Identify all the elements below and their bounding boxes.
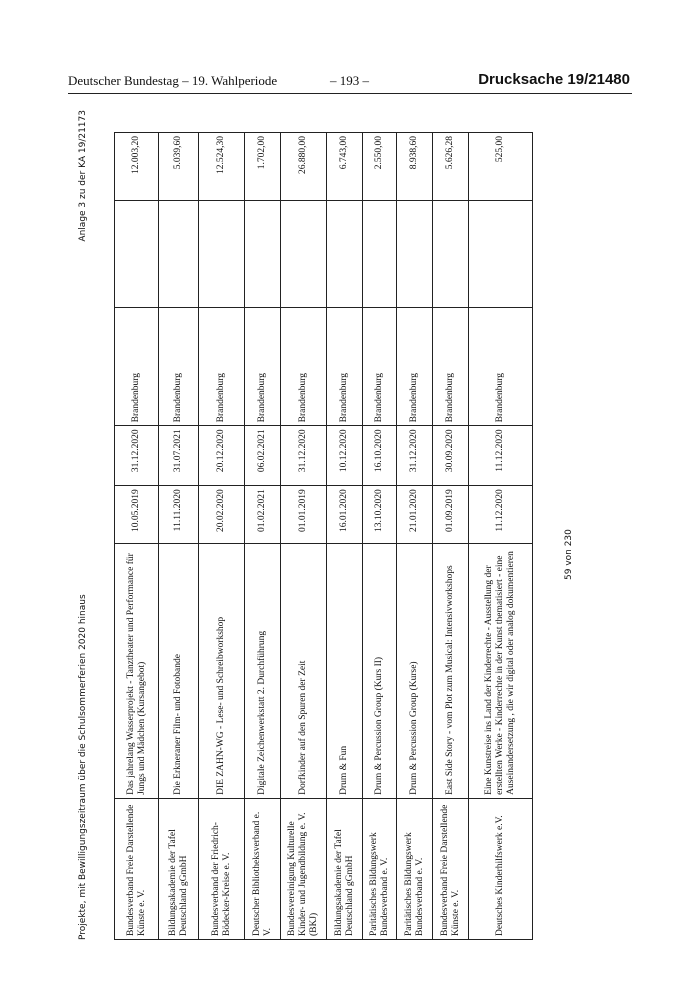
table-row <box>469 133 533 940</box>
cell-empty <box>469 201 533 308</box>
cell-empty <box>433 201 469 308</box>
table-row <box>281 133 327 940</box>
cell-start: 11.11.2020 <box>159 486 199 544</box>
cell-land: Brandenburg <box>159 307 199 426</box>
cell-land: Brandenburg <box>363 307 397 426</box>
rotated-annex-page <box>78 110 598 940</box>
cell-amount: 6.743,00 <box>327 133 363 201</box>
cell-start: 16.01.2020 <box>327 486 363 544</box>
cell-start: 21.01.2020 <box>397 486 433 544</box>
cell-org: Bildungsakademie der Tafel Deutschland gGmbH <box>159 798 199 939</box>
table-row <box>433 133 469 940</box>
header-rule <box>68 93 632 94</box>
header-publication: Deutscher Bundestag – 19. Wahlperiode <box>68 73 278 88</box>
cell-empty <box>245 201 281 308</box>
cell-end: 20.12.2020 <box>199 426 245 486</box>
cell-org: Bundesvereinigung Kulturelle Kinder- und Jugendbildung e. V. (BKJ) <box>281 798 327 939</box>
cell-start: 13.10.2020 <box>363 486 397 544</box>
cell-end: 31.12.2020 <box>281 426 327 486</box>
cell-empty <box>159 201 199 308</box>
cell-land: Brandenburg <box>245 307 281 426</box>
cell-land: Brandenburg <box>115 307 159 426</box>
cell-start: 10.05.2019 <box>115 486 159 544</box>
cell-amount: 12.524,30 <box>199 133 245 201</box>
cell-end: 31.12.2020 <box>397 426 433 486</box>
header-drucksache <box>478 71 630 88</box>
header-page-number: – 193 – <box>330 73 369 88</box>
drucksache-number: 21480 <box>588 71 630 88</box>
cell-end: 31.07.2021 <box>159 426 199 486</box>
cell-land: Brandenburg <box>199 307 245 426</box>
cell-empty <box>327 201 363 308</box>
annex-page-number: 59 von 230 <box>564 529 574 580</box>
cell-amount: 2.550,00 <box>363 133 397 201</box>
cell-empty <box>115 201 159 308</box>
cell-end: 30.09.2020 <box>433 426 469 486</box>
cell-amount: 26.880,00 <box>281 133 327 201</box>
cell-start: 11.12.2020 <box>469 486 533 544</box>
cell-end: 31.12.2020 <box>115 426 159 486</box>
projects-table <box>114 132 533 940</box>
cell-amount: 12.003,20 <box>115 133 159 201</box>
cell-project: Drum & Fun <box>327 544 363 799</box>
table-row <box>199 133 245 940</box>
cell-end: 11.12.2020 <box>469 426 533 486</box>
table-row <box>363 133 397 940</box>
cell-project: DIE ZAHN-WG - Lese- und Schreibworkshop <box>199 544 245 799</box>
cell-start: 01.09.2019 <box>433 486 469 544</box>
cell-land: Brandenburg <box>397 307 433 426</box>
cell-project: Die Erkneraner Film- und Fotobande <box>159 544 199 799</box>
cell-org: Bildungsakademie der Tafel Deutschland gGmbH <box>327 798 363 939</box>
cell-empty <box>363 201 397 308</box>
cell-start: 20.02.2020 <box>199 486 245 544</box>
cell-start: 01.01.2019 <box>281 486 327 544</box>
cell-amount: 5.626,28 <box>433 133 469 201</box>
table-row <box>397 133 433 940</box>
cell-org: Deutsches Kinderhilfswerk e.V. <box>469 798 533 939</box>
cell-end: 10.12.2020 <box>327 426 363 486</box>
cell-empty <box>281 201 327 308</box>
cell-org: Bundesverband Freie Darstellende Künste e. V. <box>433 798 469 939</box>
cell-org: Paritätisches Bildungswerk Bundesverband e. V. <box>363 798 397 939</box>
cell-project: Das jahrelang Wasserprojekt - Tanztheater und Performance für Jungs und Mädchen (Kursangebot) <box>115 544 159 799</box>
cell-land: Brandenburg <box>327 307 363 426</box>
table-row <box>115 133 159 940</box>
cell-amount: 5.039,60 <box>159 133 199 201</box>
cell-org: Bundesverband Freie Darstellende Künste e. V. <box>115 798 159 939</box>
cell-org: Paritätisches Bildungswerk Bundesverband e. V. <box>397 798 433 939</box>
annex-reference: Anlage 3 zu der KA 19/21173 <box>78 110 88 242</box>
cell-project: Drum & Percussion Group (Kurse) <box>397 544 433 799</box>
cell-project: Eine Kunstreise ins Land der Kinderrechte - Ausstellung der erstellten Werke - Kinderrechte in der Kunst thematisiert - eine Auseinandersetzung , die wir digital oder analog dokumentieren <box>469 544 533 799</box>
cell-project: Digitale Zeichenwerkstatt 2. Durchführung <box>245 544 281 799</box>
annex-title: Projekte, mit Bewilligungszeitraum über die Schulsommerferien 2020 hinaus <box>78 594 88 940</box>
cell-empty <box>199 201 245 308</box>
cell-project: East Side Story - vom Plot zum Musical: Intensivworkshops <box>433 544 469 799</box>
table-row <box>245 133 281 940</box>
cell-org: Bundesverband der Friedrich-Bödecker-Kreise e. V. <box>199 798 245 939</box>
cell-amount: 8.938,60 <box>397 133 433 201</box>
cell-land: Brandenburg <box>433 307 469 426</box>
table-row <box>159 133 199 940</box>
table-row <box>327 133 363 940</box>
cell-amount: 525,00 <box>469 133 533 201</box>
cell-land: Brandenburg <box>469 307 533 426</box>
cell-start: 01.02.2021 <box>245 486 281 544</box>
cell-end: 06.02.2021 <box>245 426 281 486</box>
drucksache-label: Drucksache 19/ <box>478 71 589 88</box>
cell-project: Dorfkinder auf den Spuren der Zeit <box>281 544 327 799</box>
cell-empty <box>397 201 433 308</box>
cell-end: 16.10.2020 <box>363 426 397 486</box>
cell-org: Deutscher Bibliotheksverband e. V. <box>245 798 281 939</box>
cell-land: Brandenburg <box>281 307 327 426</box>
cell-amount: 1.702,00 <box>245 133 281 201</box>
cell-project: Drum & Percussion Group (Kurs II) <box>363 544 397 799</box>
